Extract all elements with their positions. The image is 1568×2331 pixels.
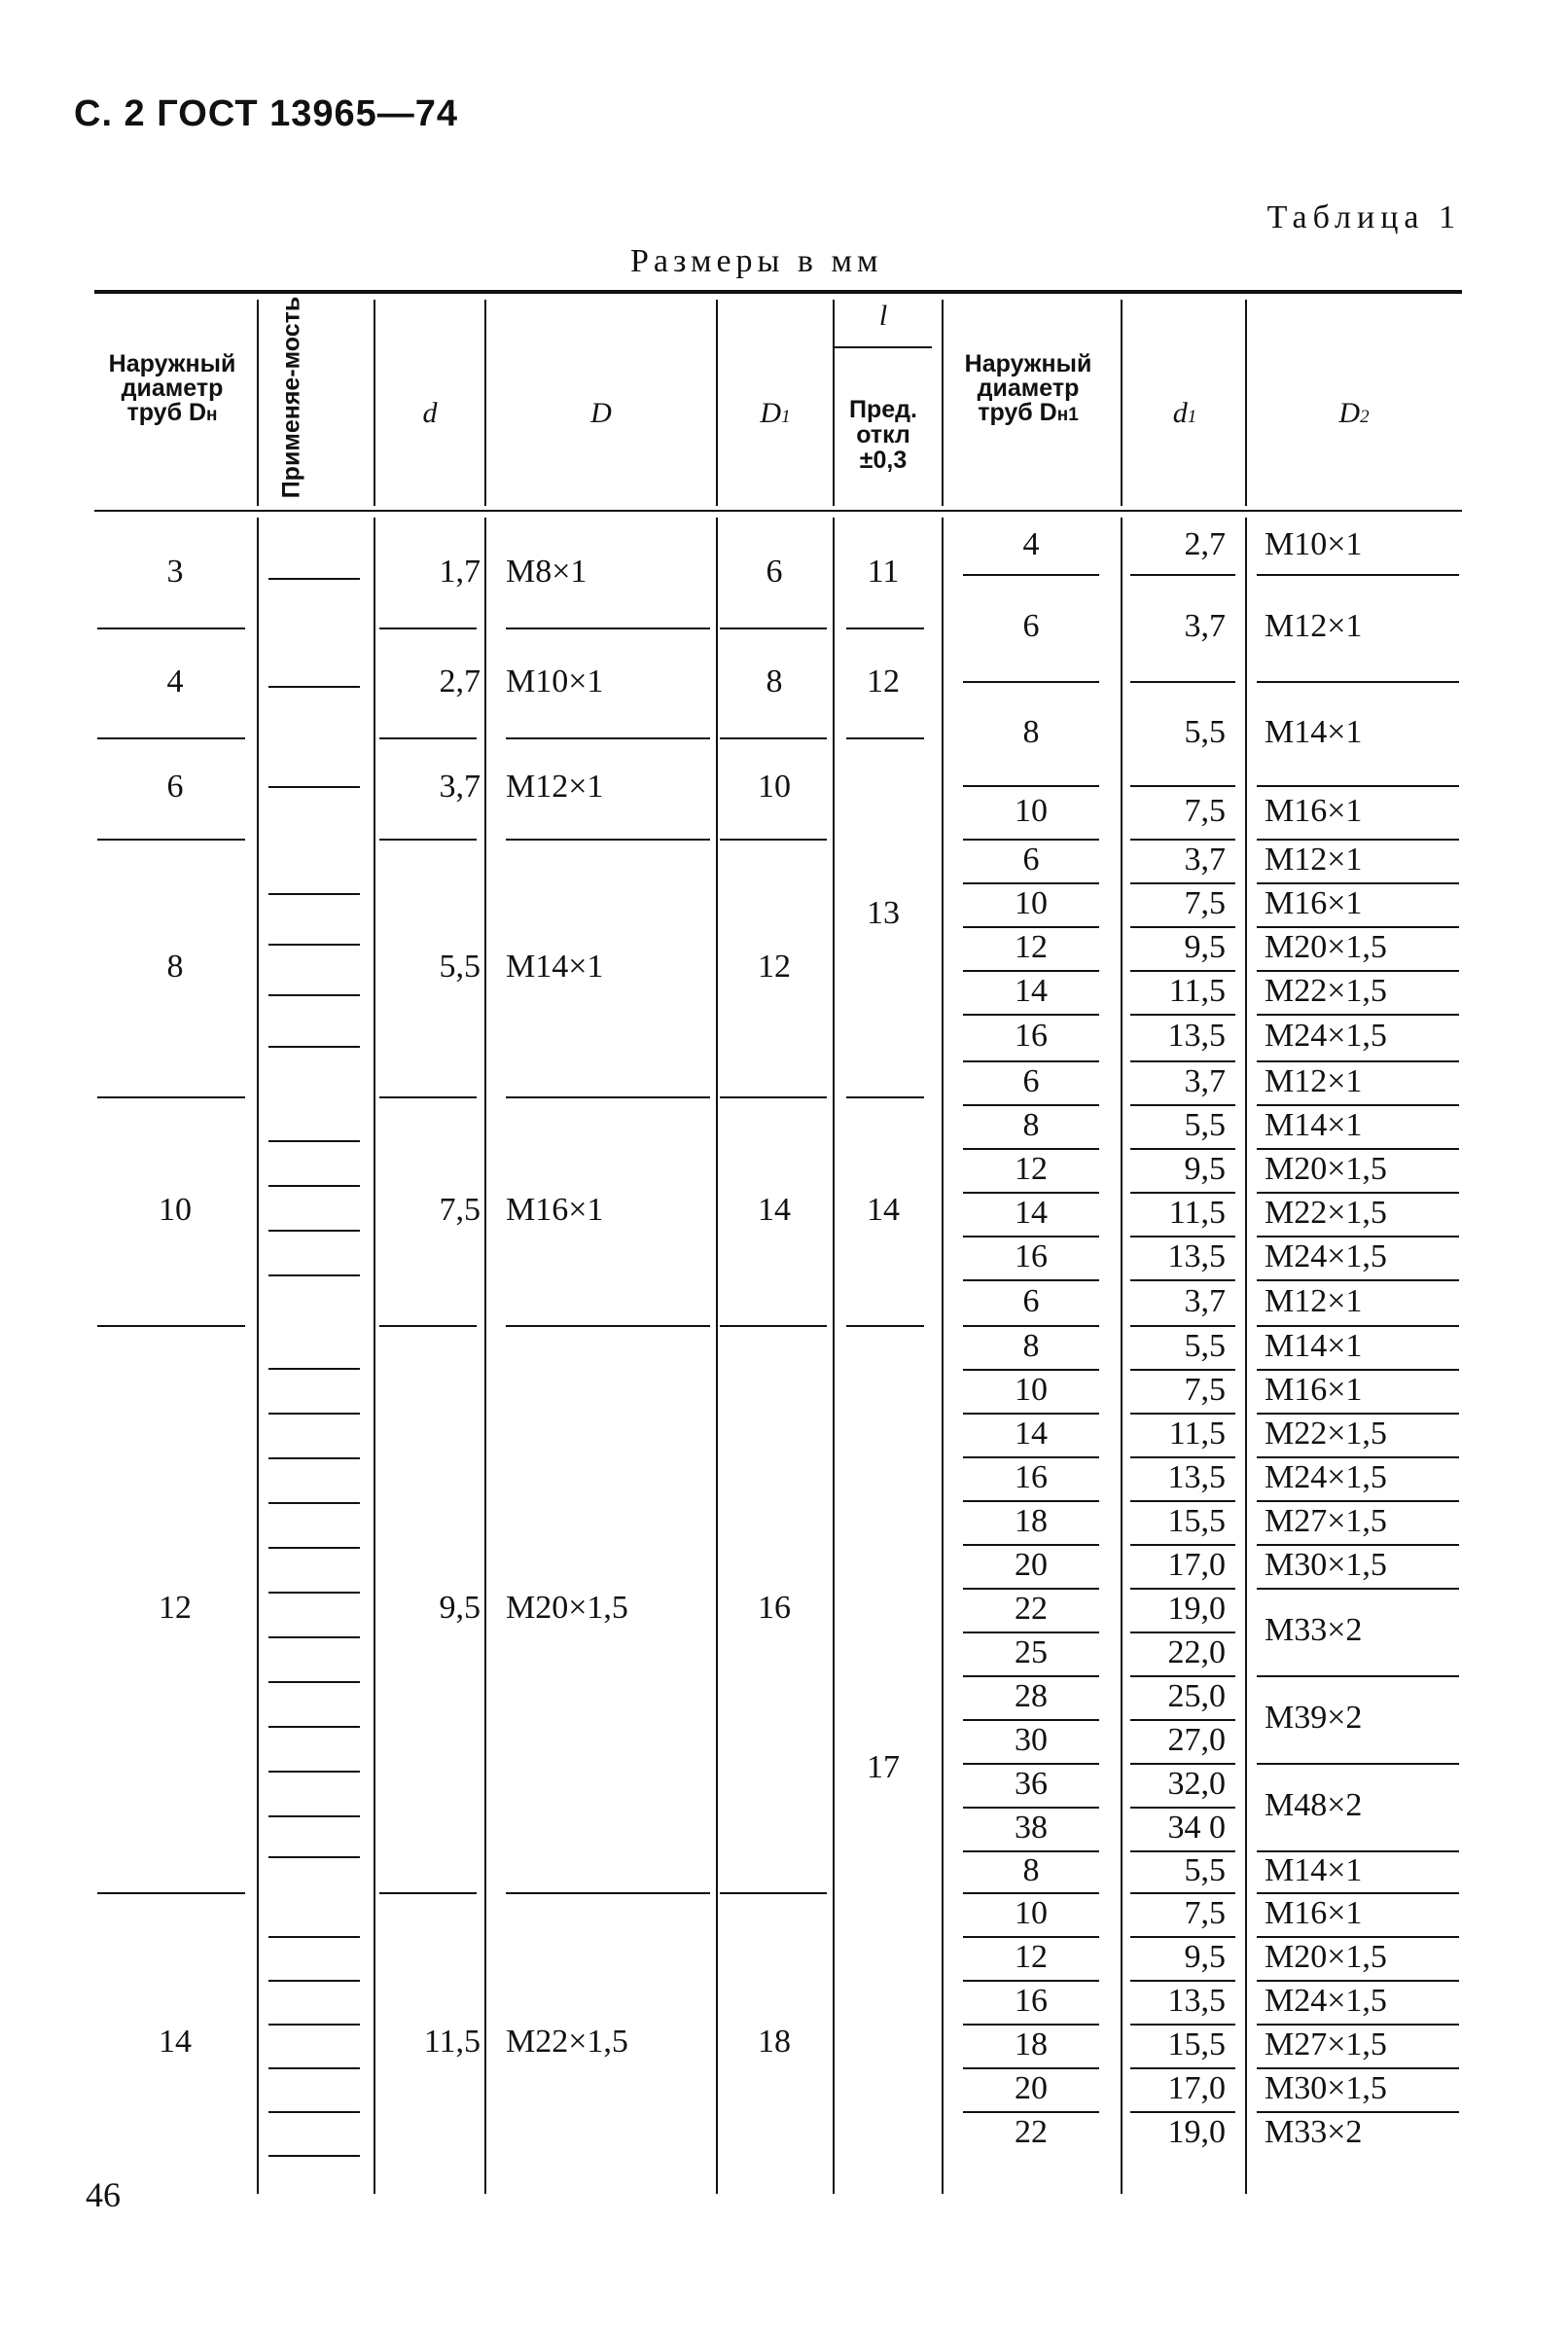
D2-value: M24×1,5: [1265, 1982, 1387, 2019]
group-separator: [846, 628, 924, 629]
header-applicability: Применяе-мость: [277, 296, 305, 499]
dn1-value: 6: [1022, 1062, 1040, 1099]
D-value: M22×1,5: [506, 2024, 628, 2060]
l-value: 17: [867, 1749, 900, 1785]
group-separator: [720, 737, 827, 739]
D-value: M8×1: [506, 553, 588, 590]
column-divider: [716, 300, 718, 506]
row-separator: [1257, 1588, 1459, 1590]
row-separator: [1130, 1014, 1235, 1016]
D2-value: M12×1: [1265, 1062, 1363, 1099]
d1-value: 2,7: [1184, 526, 1226, 562]
row-separator: [1257, 574, 1459, 576]
D2-value: M12×1: [1265, 608, 1363, 644]
D2-value: M30×1,5: [1265, 2069, 1387, 2106]
dn1-value: 20: [1015, 2069, 1048, 2106]
applicability-dash: [268, 1636, 360, 1638]
D2-value: M20×1,5: [1265, 1938, 1387, 1975]
d1-value: 15,5: [1167, 2026, 1226, 2062]
D2-value: M33×2: [1265, 2113, 1363, 2150]
d-value: 11,5: [423, 2024, 481, 2060]
D-value: M20×1,5: [506, 1589, 628, 1626]
d1-value: 3,7: [1184, 841, 1226, 878]
D-value: M12×1: [506, 769, 604, 805]
dn-value: 6: [166, 769, 184, 805]
applicability-dash: [268, 1046, 360, 1048]
column-divider: [374, 300, 375, 506]
dn-value: 3: [166, 553, 184, 590]
applicability-dash: [268, 786, 360, 788]
group-separator: [97, 737, 245, 739]
dn1-value: 10: [1015, 884, 1048, 921]
group-separator: [506, 839, 710, 841]
D1-value: 12: [758, 948, 791, 985]
dn1-value: 18: [1015, 1502, 1048, 1539]
D2-value: M14×1: [1265, 713, 1363, 750]
units-caption: Размеры в мм: [630, 243, 883, 279]
d1-value: 3,7: [1184, 1062, 1226, 1099]
d1-value: 13,5: [1167, 1237, 1226, 1274]
applicability-dash: [268, 1368, 360, 1370]
applicability-dash: [268, 944, 360, 946]
running-head: С. 2 ГОСТ 13965—74: [74, 93, 459, 134]
column-divider: [942, 518, 944, 2194]
group-separator: [379, 628, 477, 629]
d1-value: 13,5: [1167, 1458, 1226, 1495]
l-value: 13: [867, 895, 900, 931]
row-separator: [1257, 1763, 1459, 1765]
group-separator: [97, 1325, 245, 1327]
D2-value: M16×1: [1265, 1371, 1363, 1408]
dn1-value: 14: [1015, 1194, 1048, 1231]
d-value: 5,5: [439, 948, 481, 985]
D2-value: M22×1,5: [1265, 1415, 1387, 1452]
D2-value: M24×1,5: [1265, 1458, 1387, 1495]
d1-value: 22,0: [1167, 1633, 1226, 1670]
header-l: l: [878, 300, 888, 332]
applicability-dash: [268, 1771, 360, 1773]
dn1-value: 18: [1015, 2026, 1048, 2062]
group-separator: [379, 737, 477, 739]
dn1-value: 8: [1022, 1106, 1040, 1143]
dn-value: 8: [166, 948, 184, 985]
group-separator: [379, 839, 477, 841]
D2-value: M16×1: [1265, 1894, 1363, 1931]
dn1-value: 20: [1015, 1546, 1048, 1583]
group-separator: [97, 839, 245, 841]
group-separator: [379, 1325, 477, 1327]
header-D: D: [590, 397, 612, 429]
D2-value: M48×2: [1265, 1787, 1363, 1823]
row-separator: [1257, 681, 1459, 683]
column-divider: [833, 300, 835, 506]
group-separator: [97, 1096, 245, 1098]
dn1-value: 12: [1015, 1150, 1048, 1187]
dn1-value: 14: [1015, 972, 1048, 1009]
row-separator: [1257, 1279, 1459, 1281]
row-separator: [1257, 1675, 1459, 1677]
dn1-value: 10: [1015, 792, 1048, 829]
D2-value: M33×2: [1265, 1612, 1363, 1648]
header-d: d: [422, 397, 438, 429]
d1-value: 19,0: [1167, 2113, 1226, 2150]
d1-value: 13,5: [1167, 1018, 1226, 1054]
group-separator: [506, 737, 710, 739]
D2-value: M24×1,5: [1265, 1237, 1387, 1274]
column-divider: [942, 300, 944, 506]
d1-value: 11,5: [1168, 1415, 1226, 1452]
dn1-value: 8: [1022, 1327, 1040, 1364]
l-value: 11: [867, 553, 900, 590]
D-value: M10×1: [506, 663, 604, 699]
dn1-value: 10: [1015, 1894, 1048, 1931]
d1-value: 7,5: [1184, 792, 1226, 829]
dn-value: 14: [159, 2024, 192, 2060]
group-separator: [379, 1892, 477, 1894]
applicability-dash: [268, 2067, 360, 2069]
D2-value: M30×1,5: [1265, 1546, 1387, 1583]
d1-value: 3,7: [1184, 608, 1226, 644]
applicability-dash: [268, 1502, 360, 1504]
dn1-value: 12: [1015, 928, 1048, 965]
row-separator: [963, 1014, 1099, 1016]
row-separator: [1257, 1014, 1459, 1016]
d1-value: 9,5: [1184, 1938, 1226, 1975]
d1-value: 7,5: [1184, 884, 1226, 921]
dn1-value: 30: [1015, 1721, 1048, 1758]
applicability-dash: [268, 1856, 360, 1858]
table-label: Таблица 1: [1266, 199, 1461, 235]
D2-value: M24×1,5: [1265, 1018, 1387, 1054]
D-value: M16×1: [506, 1191, 604, 1228]
group-separator: [720, 628, 827, 629]
page-number: 46: [86, 2175, 121, 2214]
group-separator: [846, 1096, 924, 1098]
d1-value: 34 0: [1167, 1809, 1226, 1846]
row-separator: [1130, 785, 1235, 787]
header-d1: d1: [1172, 397, 1197, 429]
group-separator: [97, 1892, 245, 1894]
d1-value: 15,5: [1167, 1502, 1226, 1539]
D1-value: 10: [758, 769, 791, 805]
D2-value: M22×1,5: [1265, 1194, 1387, 1231]
header-l-tolerance: Пред. откл ±0,3: [849, 396, 917, 474]
applicability-dash: [268, 578, 360, 580]
group-separator: [720, 1096, 827, 1098]
applicability-dash: [268, 2111, 360, 2113]
table-header-rule: [94, 510, 1462, 512]
dn1-value: 16: [1015, 1018, 1048, 1054]
applicability-dash: [268, 994, 360, 996]
l-value: 12: [867, 663, 900, 699]
applicability-dash: [268, 686, 360, 688]
d1-value: 32,0: [1167, 1765, 1226, 1802]
table-top-rule: [94, 290, 1462, 294]
D2-value: M14×1: [1265, 1851, 1363, 1888]
column-divider: [374, 518, 375, 2194]
group-separator: [379, 1096, 477, 1098]
d-value: 9,5: [439, 1589, 481, 1626]
row-separator: [1130, 1279, 1235, 1281]
D1-value: 14: [758, 1191, 791, 1228]
row-separator: [1257, 785, 1459, 787]
D1-value: 8: [766, 663, 783, 699]
applicability-dash: [268, 1185, 360, 1187]
D1-value: 16: [758, 1589, 791, 1626]
dn1-value: 6: [1022, 1282, 1040, 1319]
dn-value: 12: [159, 1589, 192, 1626]
column-divider: [257, 300, 259, 506]
applicability-dash: [268, 1681, 360, 1683]
D1-value: 6: [766, 553, 783, 590]
dn1-value: 36: [1015, 1765, 1048, 1802]
d-value: 1,7: [439, 553, 481, 590]
dn1-value: 22: [1015, 2113, 1048, 2150]
group-separator: [506, 1325, 710, 1327]
row-separator: [963, 681, 1099, 683]
group-separator: [97, 628, 245, 629]
applicability-dash: [268, 1457, 360, 1459]
d-value: 2,7: [439, 663, 481, 699]
d1-value: 17,0: [1167, 1546, 1226, 1583]
d1-value: 27,0: [1167, 1721, 1226, 1758]
dn1-value: 4: [1022, 526, 1040, 562]
applicability-dash: [268, 1592, 360, 1594]
group-separator: [506, 1096, 710, 1098]
group-separator: [720, 1325, 827, 1327]
dn1-value: 8: [1022, 1851, 1040, 1888]
column-divider: [1245, 518, 1247, 2194]
applicability-dash: [268, 2024, 360, 2026]
d1-value: 25,0: [1167, 1677, 1226, 1714]
dn1-value: 6: [1022, 608, 1040, 644]
D2-value: M16×1: [1265, 792, 1363, 829]
dn1-value: 25: [1015, 1633, 1048, 1670]
D1-value: 18: [758, 2024, 791, 2060]
applicability-dash: [268, 1413, 360, 1415]
l-header-divider: [835, 346, 932, 348]
d1-value: 5,5: [1184, 1327, 1226, 1364]
D2-value: M27×1,5: [1265, 2026, 1387, 2062]
D2-value: M27×1,5: [1265, 1502, 1387, 1539]
row-separator: [1130, 681, 1235, 683]
D2-value: M14×1: [1265, 1106, 1363, 1143]
group-separator: [506, 628, 710, 629]
column-divider: [1245, 300, 1247, 506]
applicability-dash: [268, 1980, 360, 1982]
dn1-value: 38: [1015, 1809, 1048, 1846]
d1-value: 11,5: [1168, 972, 1226, 1009]
applicability-dash: [268, 1274, 360, 1276]
dn1-value: 22: [1015, 1590, 1048, 1627]
d1-value: 7,5: [1184, 1371, 1226, 1408]
column-divider: [833, 518, 835, 2194]
dn1-value: 16: [1015, 1237, 1048, 1274]
dn1-value: 12: [1015, 1938, 1048, 1975]
applicability-dash: [268, 893, 360, 895]
column-divider: [1121, 300, 1123, 506]
header-D1: D1: [760, 397, 791, 429]
header-D2: D2: [1338, 397, 1370, 429]
applicability-dash: [268, 2155, 360, 2157]
D2-value: M39×2: [1265, 1700, 1363, 1736]
d1-value: 5,5: [1184, 1851, 1226, 1888]
d1-value: 5,5: [1184, 713, 1226, 750]
d-value: 7,5: [439, 1191, 481, 1228]
d1-value: 3,7: [1184, 1282, 1226, 1319]
column-divider: [1121, 518, 1123, 2194]
dn1-value: 10: [1015, 1371, 1048, 1408]
group-separator: [846, 1325, 924, 1327]
dn-value: 4: [166, 663, 184, 699]
d1-value: 17,0: [1167, 2069, 1226, 2106]
applicability-dash: [268, 1936, 360, 1938]
header-dn: Наружный диаметр труб Dн: [108, 350, 236, 426]
D2-value: M12×1: [1265, 841, 1363, 878]
applicability-dash: [268, 1230, 360, 1232]
D2-value: M16×1: [1265, 884, 1363, 921]
D2-value: M20×1,5: [1265, 928, 1387, 965]
group-separator: [846, 737, 924, 739]
D2-value: M10×1: [1265, 526, 1363, 562]
D2-value: M22×1,5: [1265, 972, 1387, 1009]
group-separator: [720, 1892, 827, 1894]
dn1-value: 8: [1022, 713, 1040, 750]
header-dn1: Наружный диаметр труб Dн1: [964, 350, 1092, 426]
dn1-value: 14: [1015, 1415, 1048, 1452]
d1-value: 11,5: [1168, 1194, 1226, 1231]
group-separator: [506, 1892, 710, 1894]
column-divider: [716, 518, 718, 2194]
D2-value: M14×1: [1265, 1327, 1363, 1364]
row-separator: [963, 1279, 1099, 1281]
column-divider: [484, 300, 486, 506]
applicability-dash: [268, 1547, 360, 1549]
column-divider: [257, 518, 259, 2194]
column-divider: [484, 518, 486, 2194]
row-separator: [1130, 574, 1235, 576]
group-separator: [720, 839, 827, 841]
D-value: M14×1: [506, 948, 604, 985]
d1-value: 7,5: [1184, 1894, 1226, 1931]
dn1-value: 16: [1015, 1982, 1048, 2019]
d-value: 3,7: [439, 769, 481, 805]
applicability-dash: [268, 1726, 360, 1728]
applicability-dash: [268, 1140, 360, 1142]
d1-value: 5,5: [1184, 1106, 1226, 1143]
dn-value: 10: [159, 1191, 192, 1228]
d1-value: 9,5: [1184, 1150, 1226, 1187]
row-separator: [963, 785, 1099, 787]
applicability-dash: [268, 1815, 360, 1817]
D2-value: M20×1,5: [1265, 1150, 1387, 1187]
D2-value: M12×1: [1265, 1282, 1363, 1319]
dn1-value: 28: [1015, 1677, 1048, 1714]
d1-value: 9,5: [1184, 928, 1226, 965]
d1-value: 13,5: [1167, 1982, 1226, 2019]
row-separator: [963, 574, 1099, 576]
d1-value: 19,0: [1167, 1590, 1226, 1627]
dn1-value: 16: [1015, 1458, 1048, 1495]
dn1-value: 6: [1022, 841, 1040, 878]
l-value: 14: [867, 1191, 900, 1228]
